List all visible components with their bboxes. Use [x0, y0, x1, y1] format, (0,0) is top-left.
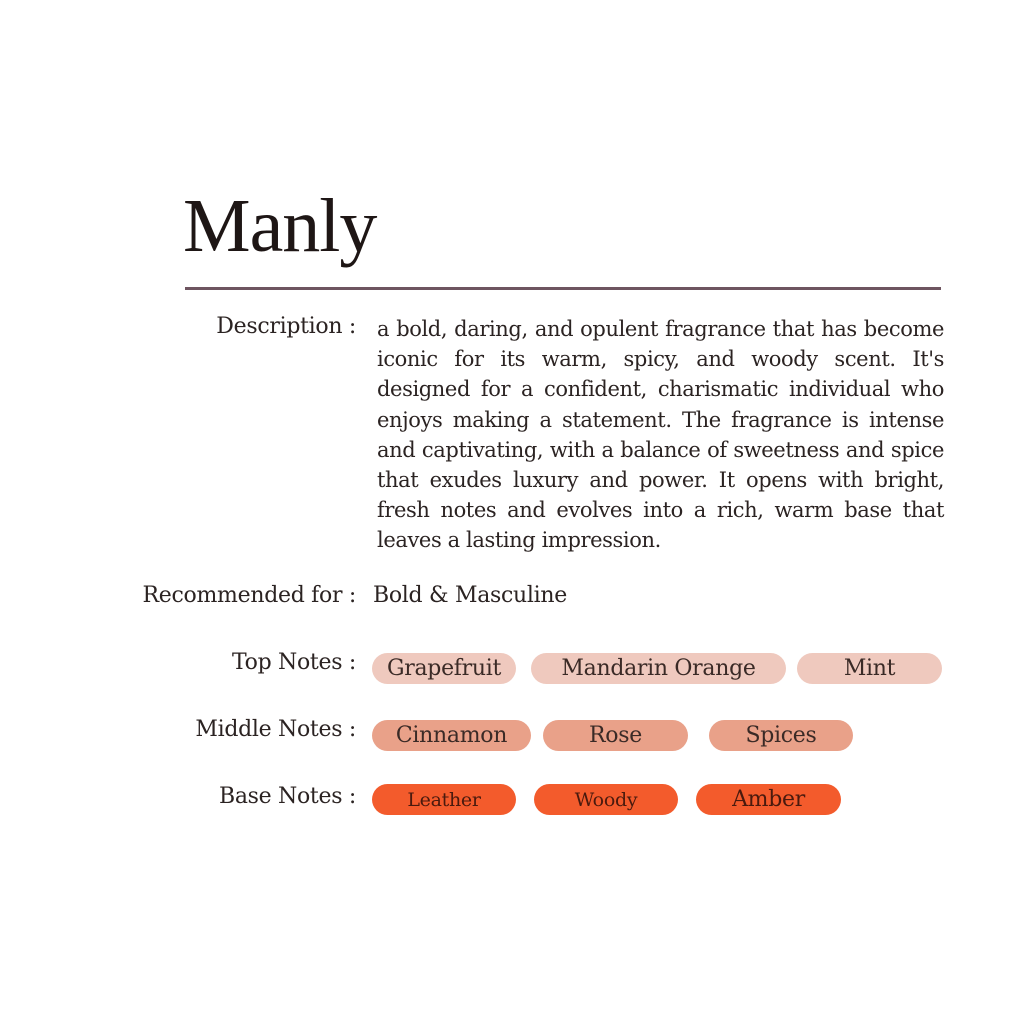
base-note-pill: Leather	[372, 784, 516, 815]
base-note-pill: Amber	[696, 784, 841, 815]
top-notes-label: Top Notes :	[231, 650, 356, 675]
product-title: Manly	[183, 184, 377, 268]
description-label: Description :	[216, 314, 356, 339]
middle-notes-label: Middle Notes :	[195, 717, 356, 742]
top-note-pill: Mint	[797, 653, 942, 684]
base-notes-label: Base Notes :	[218, 784, 356, 809]
recommended-label: Recommended for :	[142, 583, 356, 608]
middle-note-pill: Cinnamon	[372, 720, 531, 751]
middle-note-pill: Spices	[709, 720, 853, 751]
top-note-pill: Grapefruit	[372, 653, 516, 684]
title-divider	[185, 287, 941, 290]
description-text: a bold, daring, and opulent fragrance that has become iconic for its warm, spicy, and woody scent. It's designed for a confident, charismatic individual who enjoys making a statement. The fragrance is intense and captivating, with a balance of sweetness and spice that exudes luxury and power. It opens with bright, fresh notes and evolves into a rich, warm base that leaves a lasting impression.	[377, 317, 944, 553]
recommended-value: Bold & Masculine	[373, 583, 567, 608]
base-note-pill: Woody	[534, 784, 678, 815]
middle-note-pill: Rose	[543, 720, 688, 751]
top-note-pill: Mandarin Orange	[531, 653, 786, 684]
